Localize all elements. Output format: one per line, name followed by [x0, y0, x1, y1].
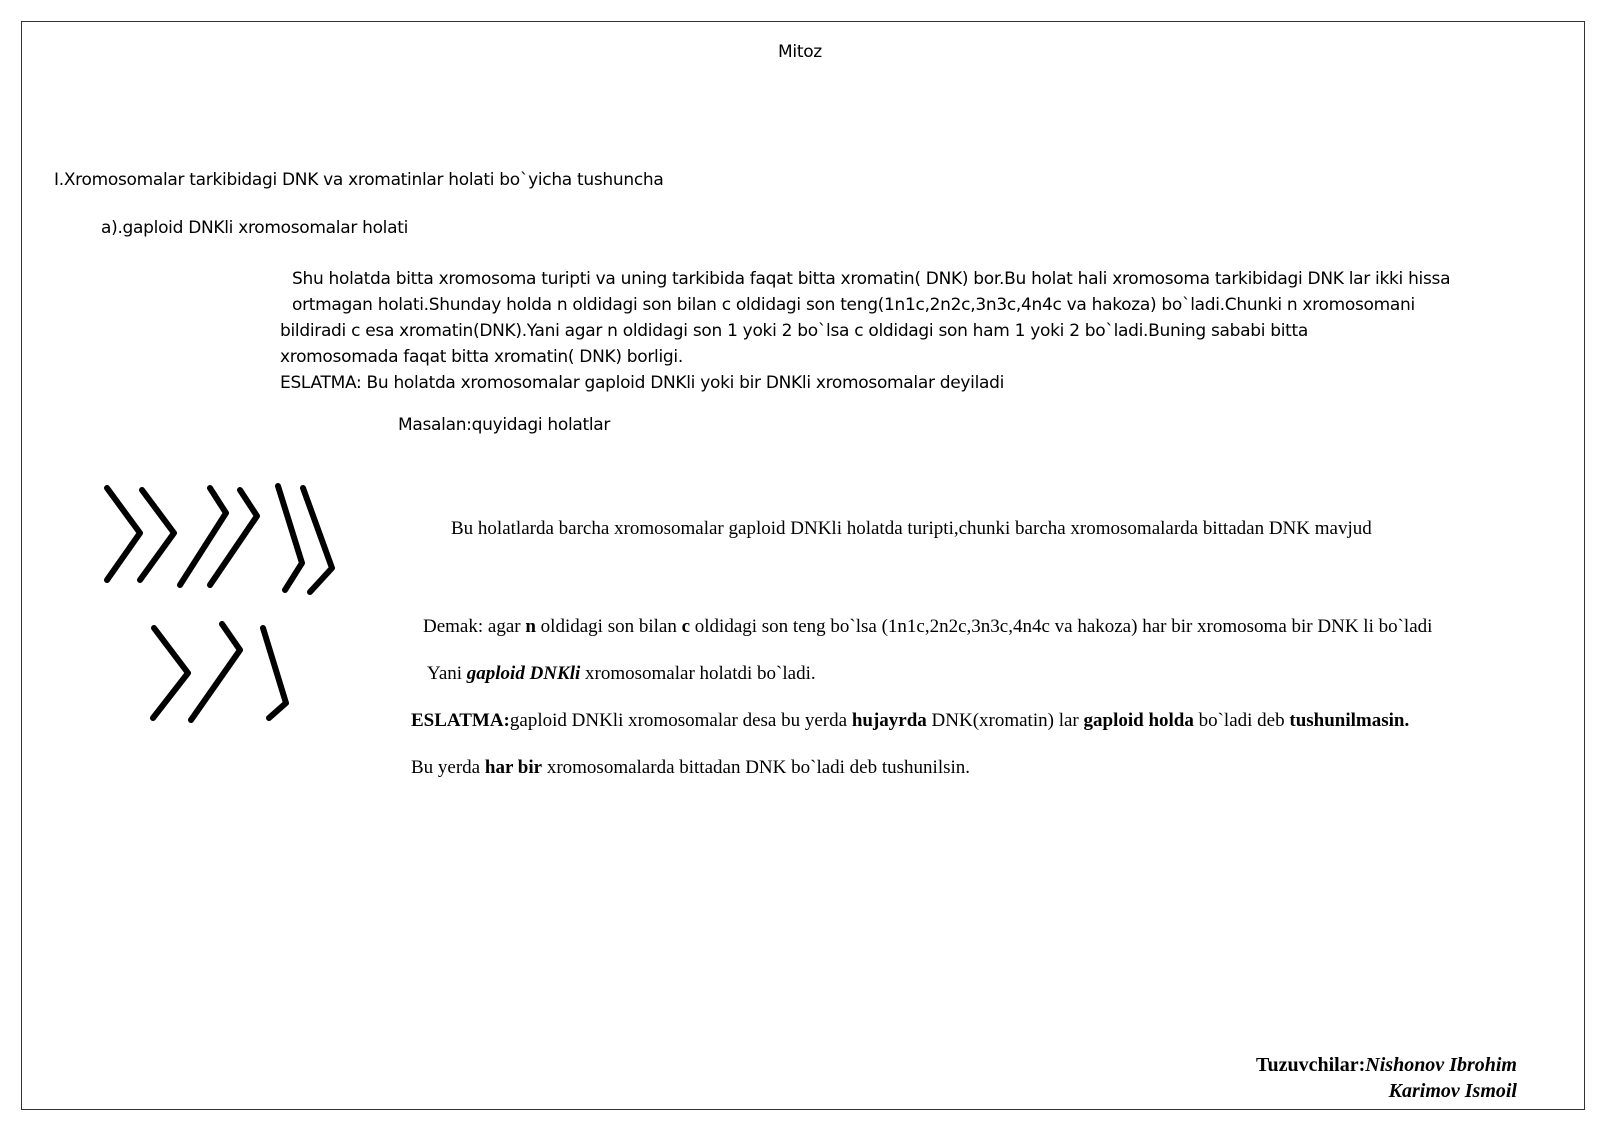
paragraph-line: ortmagan holati.Shunday holda n oldidagi son bilan c oldidagi son teng(1n1c,2n2c,3n3c,4n4c va hakoza) bo`ladi.Chunki n xromosomani — [292, 295, 1415, 315]
signature-block — [1256, 1052, 1517, 1104]
note-part: bo`ladi deb — [1193, 710, 1290, 731]
yani-part: Yani — [427, 663, 467, 684]
note-part: DNK(xromatin) lar — [926, 710, 1084, 731]
chromosome-icon — [107, 488, 140, 580]
signature-line — [1256, 1052, 1517, 1078]
chromosome-icon — [278, 486, 302, 590]
author-name: Nishonov Ibrohim — [1365, 1054, 1517, 1076]
note-part: gaploid DNKli xromosomalar desa bu yerda — [509, 710, 852, 731]
conclusion-part: Demak: agar — [423, 616, 526, 637]
subheading: a).gaploid DNKli xromosomalar holati — [101, 218, 409, 238]
chromosome-icon — [191, 624, 240, 720]
note-bold: tushunilmasin. — [1289, 710, 1410, 731]
paragraph-line: bildiradi c esa xromatin(DNK).Yani agar n oldidagi son 1 yoki 2 bo`lsa c oldidagi son ham 1 yoki 2 bo`ladi.Buning sababi bitta — [280, 321, 1309, 341]
page-title: Mitoz — [778, 42, 822, 62]
chromosome-icon — [153, 628, 188, 718]
note2-part: xromosomalarda bittadan DNK bo`ladi deb tushunilsin. — [542, 757, 971, 778]
conclusion-part: oldidagi son teng bo`lsa (1n1c,2n2c,3n3c,4n4c va hakoza) har bir xromosoma bir DNK li bo`ladi — [690, 616, 1433, 637]
example-label: Masalan:quyidagi holatlar — [398, 415, 611, 435]
conclusion-text — [423, 616, 1432, 638]
note2-bold: har bir — [484, 757, 543, 778]
explanation-text: Bu holatlarda barcha xromosomalar gaploid DNKli holatda turipti,chunki barcha xromosomalarda bittadan DNK mavjud — [451, 518, 1372, 539]
yani-text — [427, 663, 816, 685]
conclusion-c: c — [681, 616, 691, 637]
author-name: Karimov Ismoil — [1388, 1080, 1517, 1102]
chromosome-icon — [140, 490, 174, 580]
yani-part: xromosomalar holatdi bo`ladi. — [580, 663, 816, 684]
conclusion-part: oldidagi son bilan — [535, 616, 682, 637]
paragraph-line: ESLATMA: Bu holatda xromosomalar gaploid DNKli yoki bir DNKli xromosomalar deyiladi — [280, 373, 1005, 393]
section-heading: I.Xromosomalar tarkibidagi DNK va xromatinlar holati bo`yicha tushuncha — [54, 170, 664, 190]
conclusion-n: n — [525, 616, 536, 637]
chromosome-icon — [263, 628, 286, 718]
yani-emphasis: gaploid DNKli — [466, 663, 581, 684]
note-label: ESLATMA: — [411, 710, 510, 731]
note-bold: hujayrda — [851, 710, 927, 731]
chromosome-icon — [303, 488, 332, 592]
paragraph-line: xromosomada faqat bitta xromatin( DNK) borligi. — [280, 347, 683, 367]
signature-label: Tuzuvchilar: — [1256, 1054, 1366, 1076]
note2-text — [411, 757, 970, 779]
paragraph-line: Shu holatda bitta xromosoma turipti va uning tarkibida faqat bitta xromatin( DNK) bor.Bu holat hali xromosoma tarkibidagi DNK lar ikki hissa — [292, 269, 1451, 289]
note-bold: gaploid holda — [1083, 710, 1194, 731]
note-text — [411, 710, 1409, 732]
note2-part: Bu yerda — [411, 757, 485, 778]
